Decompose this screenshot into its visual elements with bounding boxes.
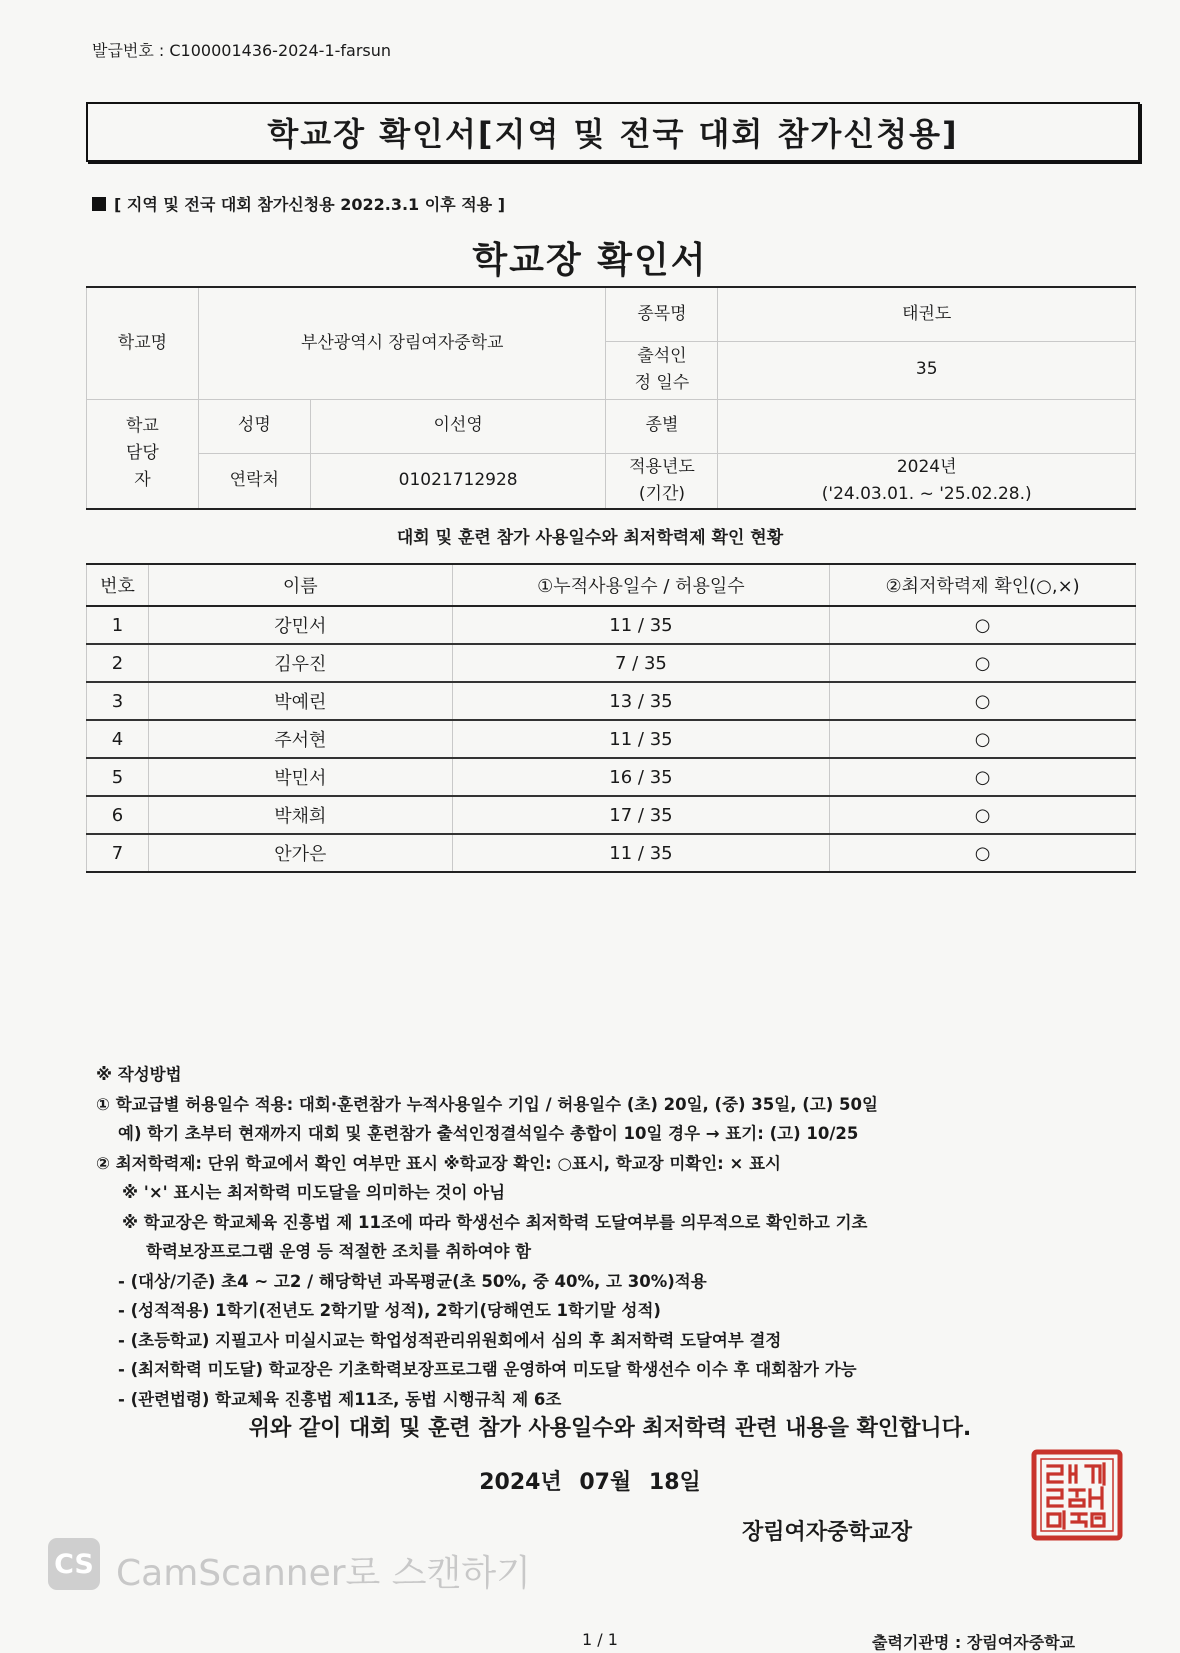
sport-label: 종목명 <box>606 287 718 341</box>
period-value <box>718 453 1136 509</box>
header-academic: ②최저학력제 확인(○,×) <box>830 564 1136 606</box>
method-line: - (성적적용) 1학기(전년도 2학기말 성적), 2학기(당해연도 1학기말 성적) <box>118 1301 661 1320</box>
black-square-icon <box>92 197 106 211</box>
info-table <box>86 286 1136 510</box>
row-academic: ○ <box>830 720 1136 758</box>
row-name: 안가은 <box>148 834 452 872</box>
row-number: 3 <box>87 682 149 720</box>
issuer-name: 출력기관명 : 장림여자중학교 <box>872 1633 1076 1652</box>
document-title-box: 학교장 확인서[지역 및 전국 대회 참가신청용] <box>86 102 1140 162</box>
row-days: 16 / 35 <box>452 758 830 796</box>
manager-label: 학교 담당자 <box>87 399 199 509</box>
school-label: 학교명 <box>87 287 199 399</box>
page-title: 학교장 확인서 <box>472 240 708 281</box>
event-label: 종별 <box>606 399 718 453</box>
row-number: 2 <box>87 644 149 682</box>
method-line: - (초등학교) 지필고사 미실시교는 학업성적관리위원회에서 심의 후 최저학력 도달여부 결정 <box>118 1330 782 1350</box>
sub-header <box>92 192 505 215</box>
writing-method-notes <box>96 1060 1096 1414</box>
issue-date: 2024년 07월 18일 <box>479 1470 701 1495</box>
row-academic: ○ <box>830 606 1136 644</box>
row-number: 7 <box>87 834 149 872</box>
issue-number: 발급번호 : C100001436-2024-1-farsun <box>92 41 392 60</box>
row-name: 박채희 <box>148 796 452 834</box>
row-name: 주서현 <box>148 720 452 758</box>
page-number: 1 / 1 <box>582 1630 618 1649</box>
table-row <box>87 720 1136 758</box>
sub-header-text: [ 지역 및 전국 대회 참가신청용 2022.3.1 이후 적용 ] <box>114 195 506 214</box>
camscanner-logo-icon: CS <box>48 1538 100 1590</box>
row-days: 7 / 35 <box>452 644 830 682</box>
method-title: ※ 작성방법 <box>96 1065 182 1084</box>
period-label: 적용년도 (기간) <box>606 453 718 509</box>
row-number: 6 <box>87 796 149 834</box>
status-title: 대회 및 훈련 참가 사용일수와 최저학력제 확인 현황 <box>396 528 784 548</box>
row-name: 강민서 <box>148 606 452 644</box>
row-name: 박민서 <box>148 758 452 796</box>
row-days: 11 / 35 <box>452 720 830 758</box>
official-seal-icon <box>1030 1448 1124 1542</box>
row-academic: ○ <box>830 796 1136 834</box>
header-number: 번호 <box>87 564 149 606</box>
row-academic: ○ <box>830 758 1136 796</box>
row-days: 17 / 35 <box>452 796 830 834</box>
table-row <box>87 758 1136 796</box>
method-line: ① 학교급별 허용일수 적용: 대회·훈련참가 누적사용일수 기입 / 허용일수 (초) 20일, (중) 35일, (고) 50일 <box>96 1094 878 1114</box>
status-table <box>86 563 1136 873</box>
header-days: ①누적사용일수 / 허용일수 <box>452 564 830 606</box>
name-value: 이선영 <box>310 399 606 453</box>
method-line: - (관련법령) 학교체육 진흥법 제11조, 동법 시행규칙 제 6조 <box>118 1389 562 1409</box>
school-value: 부산광역시 장림여자중학교 <box>198 287 606 399</box>
camscanner-watermark: CamScanner로 스캔하기 <box>116 1553 531 1594</box>
table-row <box>87 796 1136 834</box>
header-name: 이름 <box>148 564 452 606</box>
table-row <box>87 834 1136 872</box>
table-row <box>87 682 1136 720</box>
confirmation-statement: 위와 같이 대회 및 훈련 참가 사용일수와 최저학력 관련 내용을 확인합니다. <box>248 1416 972 1441</box>
principal-signature-line: 장림여자중학교장 <box>742 1520 913 1545</box>
row-number: 4 <box>87 720 149 758</box>
method-line: ※ 학교장은 학교체육 진흥법 제 11조에 따라 학생선수 최저학력 도달여부를 의무적으로 확인하고 기초 <box>122 1212 868 1232</box>
method-line: ② 최저학력제: 단위 학교에서 확인 여부만 표시 ※학교장 확인: ○표시, 학교장 미확인: × 표시 <box>96 1153 781 1173</box>
row-name: 박예린 <box>148 682 452 720</box>
row-number: 1 <box>87 606 149 644</box>
row-name: 김우진 <box>148 644 452 682</box>
row-academic: ○ <box>830 682 1136 720</box>
attendance-value: 35 <box>718 341 1136 399</box>
period-year: 2024년 <box>896 456 957 477</box>
method-line: - (대상/기준) 초4 ~ 고2 / 해당학년 과목평균(초 50%, 중 40%, 고 30%)적용 <box>118 1271 707 1291</box>
table-row <box>87 606 1136 644</box>
event-value <box>718 399 1136 453</box>
method-line: 예) 학기 초부터 현재까지 대회 및 훈련참가 출석인정결석일수 총합이 10일 경우 → 표기: (고) 10/25 <box>118 1124 859 1143</box>
name-label: 성명 <box>198 399 310 453</box>
sport-value: 태권도 <box>718 287 1136 341</box>
contact-label: 연락처 <box>198 453 310 509</box>
period-range: ('24.03.01. ~ '25.02.28.) <box>821 483 1032 504</box>
method-line: - (최저학력 미도달) 학교장은 기초학력보장프로그램 운영하여 미도달 학생선수 이수 후 대회참가 가능 <box>118 1360 857 1379</box>
row-number: 5 <box>87 758 149 796</box>
row-academic: ○ <box>830 834 1136 872</box>
method-line: 학력보장프로그램 운영 등 적절한 조치를 취하여야 함 <box>146 1242 532 1261</box>
method-line: ※ '×' 표시는 최저학력 미도달을 의미하는 것이 아님 <box>122 1183 506 1202</box>
attendance-label: 출석인정 일수 <box>606 341 718 399</box>
row-days: 13 / 35 <box>452 682 830 720</box>
table-row <box>87 644 1136 682</box>
contact-value: 01021712928 <box>310 453 606 509</box>
row-days: 11 / 35 <box>452 834 830 872</box>
row-days: 11 / 35 <box>452 606 830 644</box>
row-academic: ○ <box>830 644 1136 682</box>
